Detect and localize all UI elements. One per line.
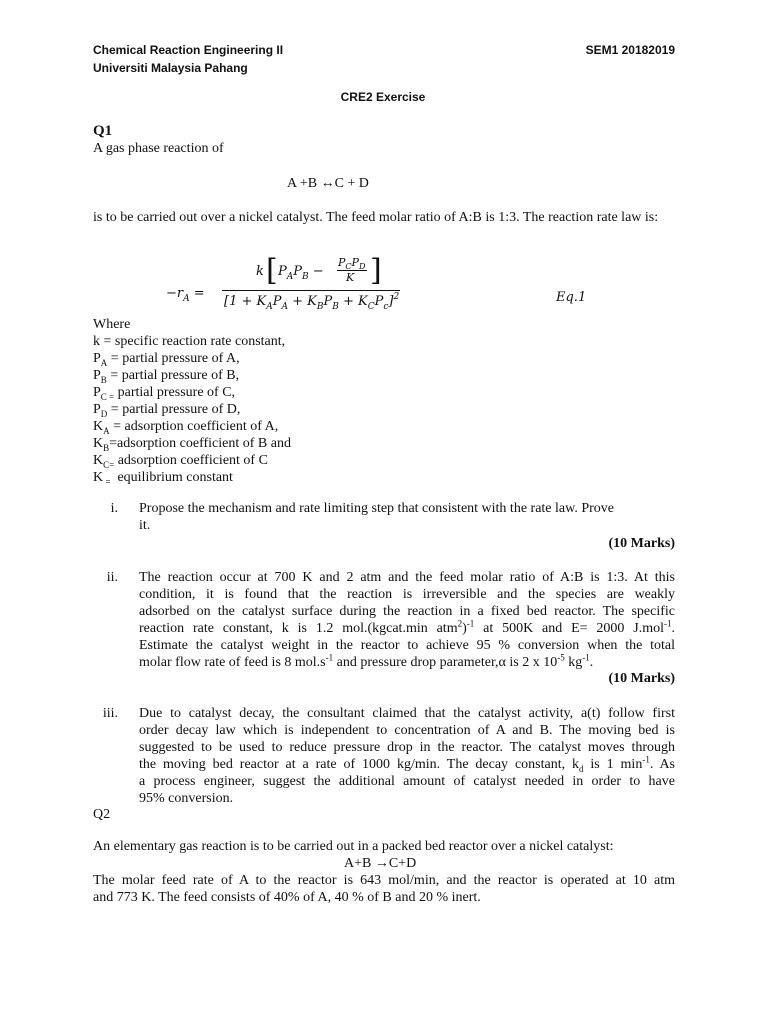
q1-reaction: A +B ↔C + D	[287, 176, 369, 191]
part-i-number: i.	[110, 501, 118, 516]
definition-item: k = specific reaction rate constant,	[93, 334, 286, 349]
q1-feed-text: is to be carried out over a nickel catalyst. The feed molar ratio of A:B is 1:3. The reaction rate law is:	[93, 210, 659, 225]
definition-item: K $_=$ equilibrium constant	[93, 470, 233, 487]
definition-item: $K_A$ = adsorption coefficient of A,	[93, 419, 279, 436]
q2-text: The molar feed rate of A to the reactor is 643 mol/min, and the reactor is operated at 10 atm and 773 K. The feed consists of 40% of A, 40 % of B and 20 % inert.	[93, 873, 675, 905]
rate-law-equation: $-r_A$ = k [ $P_AP_B$ − $P_CP_D$ K ] $[1 + K_AP_A + K_BP_B + K_CP_c]^2$ Eq.1	[166, 253, 587, 312]
q1-intro: A gas phase reaction of	[93, 141, 224, 156]
part-iii-number: iii.	[102, 706, 118, 721]
page-title: CRE2 Exercise	[340, 90, 426, 104]
where-label: Where	[93, 317, 131, 332]
definition-item: $P_{C =}$ partial pressure of C,	[93, 385, 236, 402]
part-ii-text: The reaction occur at 700 K and 2 atm and the feed molar ratio of A:B is 1:3. At this condition, it is found that the reaction is irreversible and the species are weakly adsorbed on the catalyst surface during the reaction in a fixed bed reactor. The specific reaction rate constant, k is 1.2 mol.(kgcat.min atm$^2$)$^{-1}$ at 500K and E= 2000 J.mol$^{-1}$. Estimate the catalyst weight in the reactor to achieve 95 % conversion when the total molar flow rate of feed is 8 $mol.s^{-1}$ and pressure drop parameter,α is 2 x $10^{-5}$ $kg^{-1}$.	[139, 570, 675, 670]
definition-item: $P_D$ = partial pressure of D,	[93, 402, 241, 419]
definition-item: $P_B$ = partial pressure of B,	[93, 368, 240, 385]
semester-label: SEM1 20182019	[585, 43, 675, 57]
part-i-marks: (10 Marks)	[608, 536, 675, 551]
question-2-label: Q2	[93, 807, 111, 822]
course-title: Chemical Reaction Engineering II	[93, 43, 284, 57]
question-1-label: Q1	[93, 123, 113, 139]
q2-reaction: A+B →C+D	[344, 856, 417, 871]
definition-item: $K_{C=}$ adsorption coefficient of C	[93, 453, 268, 470]
university-name: Universiti Malaysia Pahang	[93, 61, 248, 75]
equation-tag: Eq.1	[556, 290, 587, 305]
q2-intro: An elementary gas reaction is to be carried out in a packed bed reactor over a nickel catalyst:	[93, 839, 614, 854]
definitions-list	[93, 333, 291, 486]
part-ii-marks: (10 Marks)	[608, 671, 675, 686]
part-i-text: Propose the mechanism and rate limiting step that consistent with the rate law. Prove it.	[139, 501, 614, 533]
definition-item: $P_A$ = partial pressure of A,	[93, 351, 240, 368]
part-iii-text: Due to catalyst decay, the consultant claimed that the catalyst activity, a(t) follow first order decay law which is independent to concentration of A and B. The moving bed is suggested to be used to reduce pressure drop in the reactor. The catalyst moves through the moving bed reactor at a rate of 1000 kg/min. The decay constant, $k_d$ is 1 $\min^{-1}$. As a process engineer, suggest the additional amount of catalyst needed in order to have 95% conversion.	[139, 706, 676, 806]
definition-item: $K_B=adsorption$ coefficient of B and	[93, 436, 291, 453]
equation-numerator: k [ $P_AP_B$ − $P_CP_D$ K ]	[256, 253, 382, 288]
part-ii-number: ii.	[106, 570, 118, 585]
equation-denominator: $[1 + K_AP_A + K_BP_B + K_CP_c]^2$	[224, 292, 400, 312]
rate-symbol: −r	[166, 286, 184, 301]
